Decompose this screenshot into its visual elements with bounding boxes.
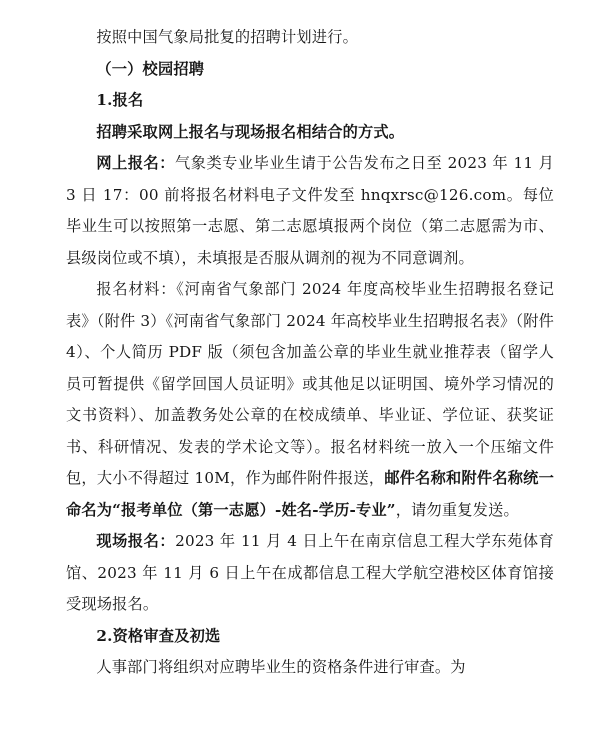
para-onsite-registration-run-2: 2023 年 11 月 4 日上午在南京信息工程大学东苑体育馆、2023 年 11 月 6 日上午在成都信息工程大学航空港校区体育馆接受现场报名。 <box>66 532 554 613</box>
para-registration-materials-run-3: ，请勿重复发送。 <box>395 500 519 519</box>
para-registration-materials <box>66 274 554 526</box>
para-online-registration-run-1: 网上报名： <box>96 154 175 172</box>
heading-registration: 1.报名 <box>96 91 144 109</box>
para-onsite-registration <box>66 526 554 621</box>
para-plan-intro: 按照中国气象局批复的招聘计划进行。 <box>96 28 358 46</box>
para-online-registration-run-2: 气象类专业毕业生请于公告发布之日至 2023 年 11 月 3 日 17：00 前将报名材料电子文件发至 hnqxrsc@126.com。每位毕业生可以按照第一志愿、第二志愿填报两个岗位（第二志愿需为市、县级岗位或不填），未填报是否服从调剂的视为不同意调剂。 <box>66 154 554 267</box>
para-registration-materials-run-2: 邮件名称和附件名称统一命名为“报考单位（第一志愿）-姓名-学历-专业” <box>66 469 554 519</box>
heading-campus-recruitment: （一）校园招聘 <box>96 59 205 78</box>
para-qualification-review-body: 人事部门将组织对应聘毕业生的资格条件进行审查。为 <box>96 658 466 676</box>
para-registration-method: 招聘采取网上报名与现场报名相结合的方式。 <box>96 122 405 141</box>
heading-qualification-review: 2.资格审查及初选 <box>96 626 221 645</box>
para-registration-materials-run-1: 报名材料：《河南省气象部门 2024 年度高校毕业生招聘报名登记表》（附件 3）《河南省气象部门 2024 年高校毕业生招聘报名表》（附件 4）、个人简历 PDF 版（须包含加盖公章的毕业生就业推荐表（留学人员可暂提供《留学回国人员证明》或其他足以证明国、境外学习情况的文书资料）、加盖教务处公章的在校成绩单、毕业证、学位证、获奖证书、科研情况、发表的学术论文等）。报名材料统一放入一个压缩文件包，大小不得超过 10M，作为邮件附件报送， <box>66 280 554 487</box>
para-onsite-registration-run-1: 现场报名： <box>96 532 176 550</box>
para-online-registration <box>66 148 554 274</box>
document-body <box>66 22 554 684</box>
